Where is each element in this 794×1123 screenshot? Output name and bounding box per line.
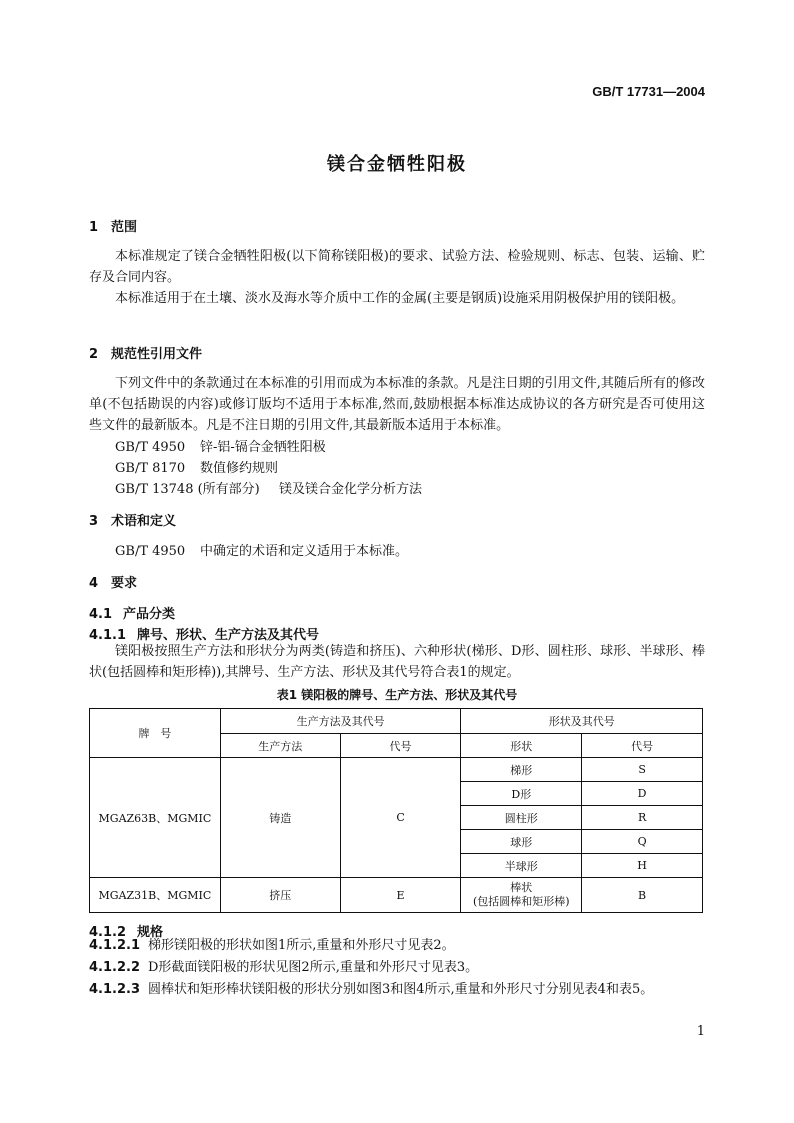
reference-code: GB/T 13748 (所有部分) — [115, 482, 260, 497]
clause-text: 圆棒状和矩形棒状镁阳极的形状分别如图3和图4所示,重量和外形尺寸分别见表4和表5。 — [148, 982, 654, 997]
shape-cell: 球形 — [461, 830, 582, 854]
section-4-1-heading — [89, 603, 175, 622]
table-1 — [89, 708, 703, 913]
page-number: 1 — [696, 1024, 705, 1039]
extruded-grade: MGAZ31B、MGMIC — [90, 878, 221, 913]
header-method: 生产方法 — [220, 734, 340, 758]
definition-text: 中确定的术语和定义适用于本标准。 — [200, 544, 409, 559]
clause-item — [89, 935, 705, 956]
shape-code-cell: R — [582, 806, 703, 830]
header-method-code: 代号 — [340, 734, 461, 758]
extruded-shape — [461, 878, 582, 913]
header-shape-code: 代号 — [582, 734, 703, 758]
reference-item — [115, 436, 326, 455]
shape-code-cell: S — [582, 758, 703, 782]
reference-code: GB/T 4950 — [115, 440, 186, 455]
section-title: 产品分类 — [123, 607, 176, 622]
standard-number: GB/T 17731—2004 — [592, 84, 705, 99]
section-number: 4.1.2 — [89, 925, 127, 940]
clause-text: 梯形镁阳极的形状如图1所示,重量和外形尺寸见表2。 — [148, 938, 455, 953]
section-1-heading — [89, 216, 137, 235]
extruded-shape-line-2: (包括圆棒和矩形棒) — [473, 895, 570, 908]
section-number: 4.1 — [89, 607, 113, 622]
section-title: 规范性引用文件 — [111, 347, 203, 362]
clause-item — [89, 979, 705, 1000]
shape-code-cell: Q — [582, 830, 703, 854]
clause-number: 4.1.2.1 — [89, 938, 140, 953]
extruded-code: E — [340, 878, 461, 913]
header-shape: 形状 — [461, 734, 582, 758]
reference-item — [115, 478, 422, 497]
section-4-heading — [89, 572, 137, 591]
section-number: 4.1.1 — [89, 628, 127, 643]
section-title: 要求 — [111, 576, 138, 591]
clause-text: D形截面镁阳极的形状见图2所示,重量和外形尺寸见表3。 — [148, 960, 479, 975]
clause-item — [89, 957, 705, 978]
shape-cell: 梯形 — [461, 758, 582, 782]
table-1-caption: 表1 镁阳极的牌号、生产方法、形状及其代号 — [276, 688, 518, 702]
section-1-paragraph-1: 本标准规定了镁合金牺牲阳极(以下简称镁阳极)的要求、试验方法、检验规则、标志、包装、运输、贮存及合同内容。 — [89, 249, 705, 285]
cast-grade: MGAZ63B、MGMIC — [90, 758, 221, 878]
section-1-paragraph-2: 本标准适用于在土壤、淡水及海水等介质中工作的金属(主要是钢质)设施采用阴极保护用的镁阳极。 — [115, 291, 685, 306]
cast-code: C — [340, 758, 461, 878]
shape-code-cell: D — [582, 782, 703, 806]
reference-title: 数值修约规则 — [200, 461, 279, 476]
section-4-1-1-paragraph: 镁阳极按照生产方法和形状分为两类(铸造和挤压)、六种形状(梯形、D形、圆柱形、球形、半球形、棒状(包括圆棒和矩形棒)),其牌号、生产方法、形状及其代号符合表1的规定。 — [89, 644, 705, 680]
header-production-group: 生产方法及其代号 — [220, 709, 461, 734]
reference-title: 锌-铝-镉合金牺牲阳极 — [200, 440, 326, 455]
section-2-paragraph: 下列文件中的条款通过在本标准的引用而成为本标准的条款。凡是注日期的引用文件,其随后所有的修改单(不包括勘误的内容)或修订版均不适用于本标准,然而,鼓励根据本标准达成协议的各方研究是否可使用这些文件的最新版本。凡是不注日期的引用文件,其最新版本适用于本标准。 — [89, 376, 705, 433]
section-title: 术语和定义 — [111, 514, 177, 529]
header-shape-group: 形状及其代号 — [461, 709, 703, 734]
section-title: 牌号、形状、生产方法及其代号 — [137, 628, 320, 643]
section-3-text — [115, 540, 408, 559]
document-title: 镁合金牺牲阳极 — [327, 154, 467, 175]
cast-method: 铸造 — [220, 758, 340, 878]
section-3-heading — [89, 510, 176, 529]
reference-title: 镁及镁合金化学分析方法 — [279, 482, 423, 497]
section-title: 范围 — [111, 220, 138, 235]
extruded-shape-code: B — [582, 878, 703, 913]
section-number: 1 — [89, 220, 99, 235]
section-number: 2 — [89, 347, 99, 362]
clause-number: 4.1.2.2 — [89, 960, 140, 975]
shape-cell: 半球形 — [461, 854, 582, 878]
shape-cell: 圆柱形 — [461, 806, 582, 830]
clause-number: 4.1.2.3 — [89, 982, 140, 997]
reference-code: GB/T 8170 — [115, 461, 186, 476]
reference-code: GB/T 4950 — [115, 544, 186, 559]
reference-item — [115, 457, 278, 476]
header-grade: 牌 号 — [90, 709, 221, 758]
shape-cell: D形 — [461, 782, 582, 806]
section-number: 4 — [89, 576, 99, 591]
section-title: 规格 — [137, 925, 164, 940]
section-2-heading — [89, 343, 202, 362]
extruded-shape-line-1: 棒状 — [510, 881, 533, 894]
extruded-method: 挤压 — [220, 878, 340, 913]
section-number: 3 — [89, 514, 99, 529]
shape-code-cell: H — [582, 854, 703, 878]
